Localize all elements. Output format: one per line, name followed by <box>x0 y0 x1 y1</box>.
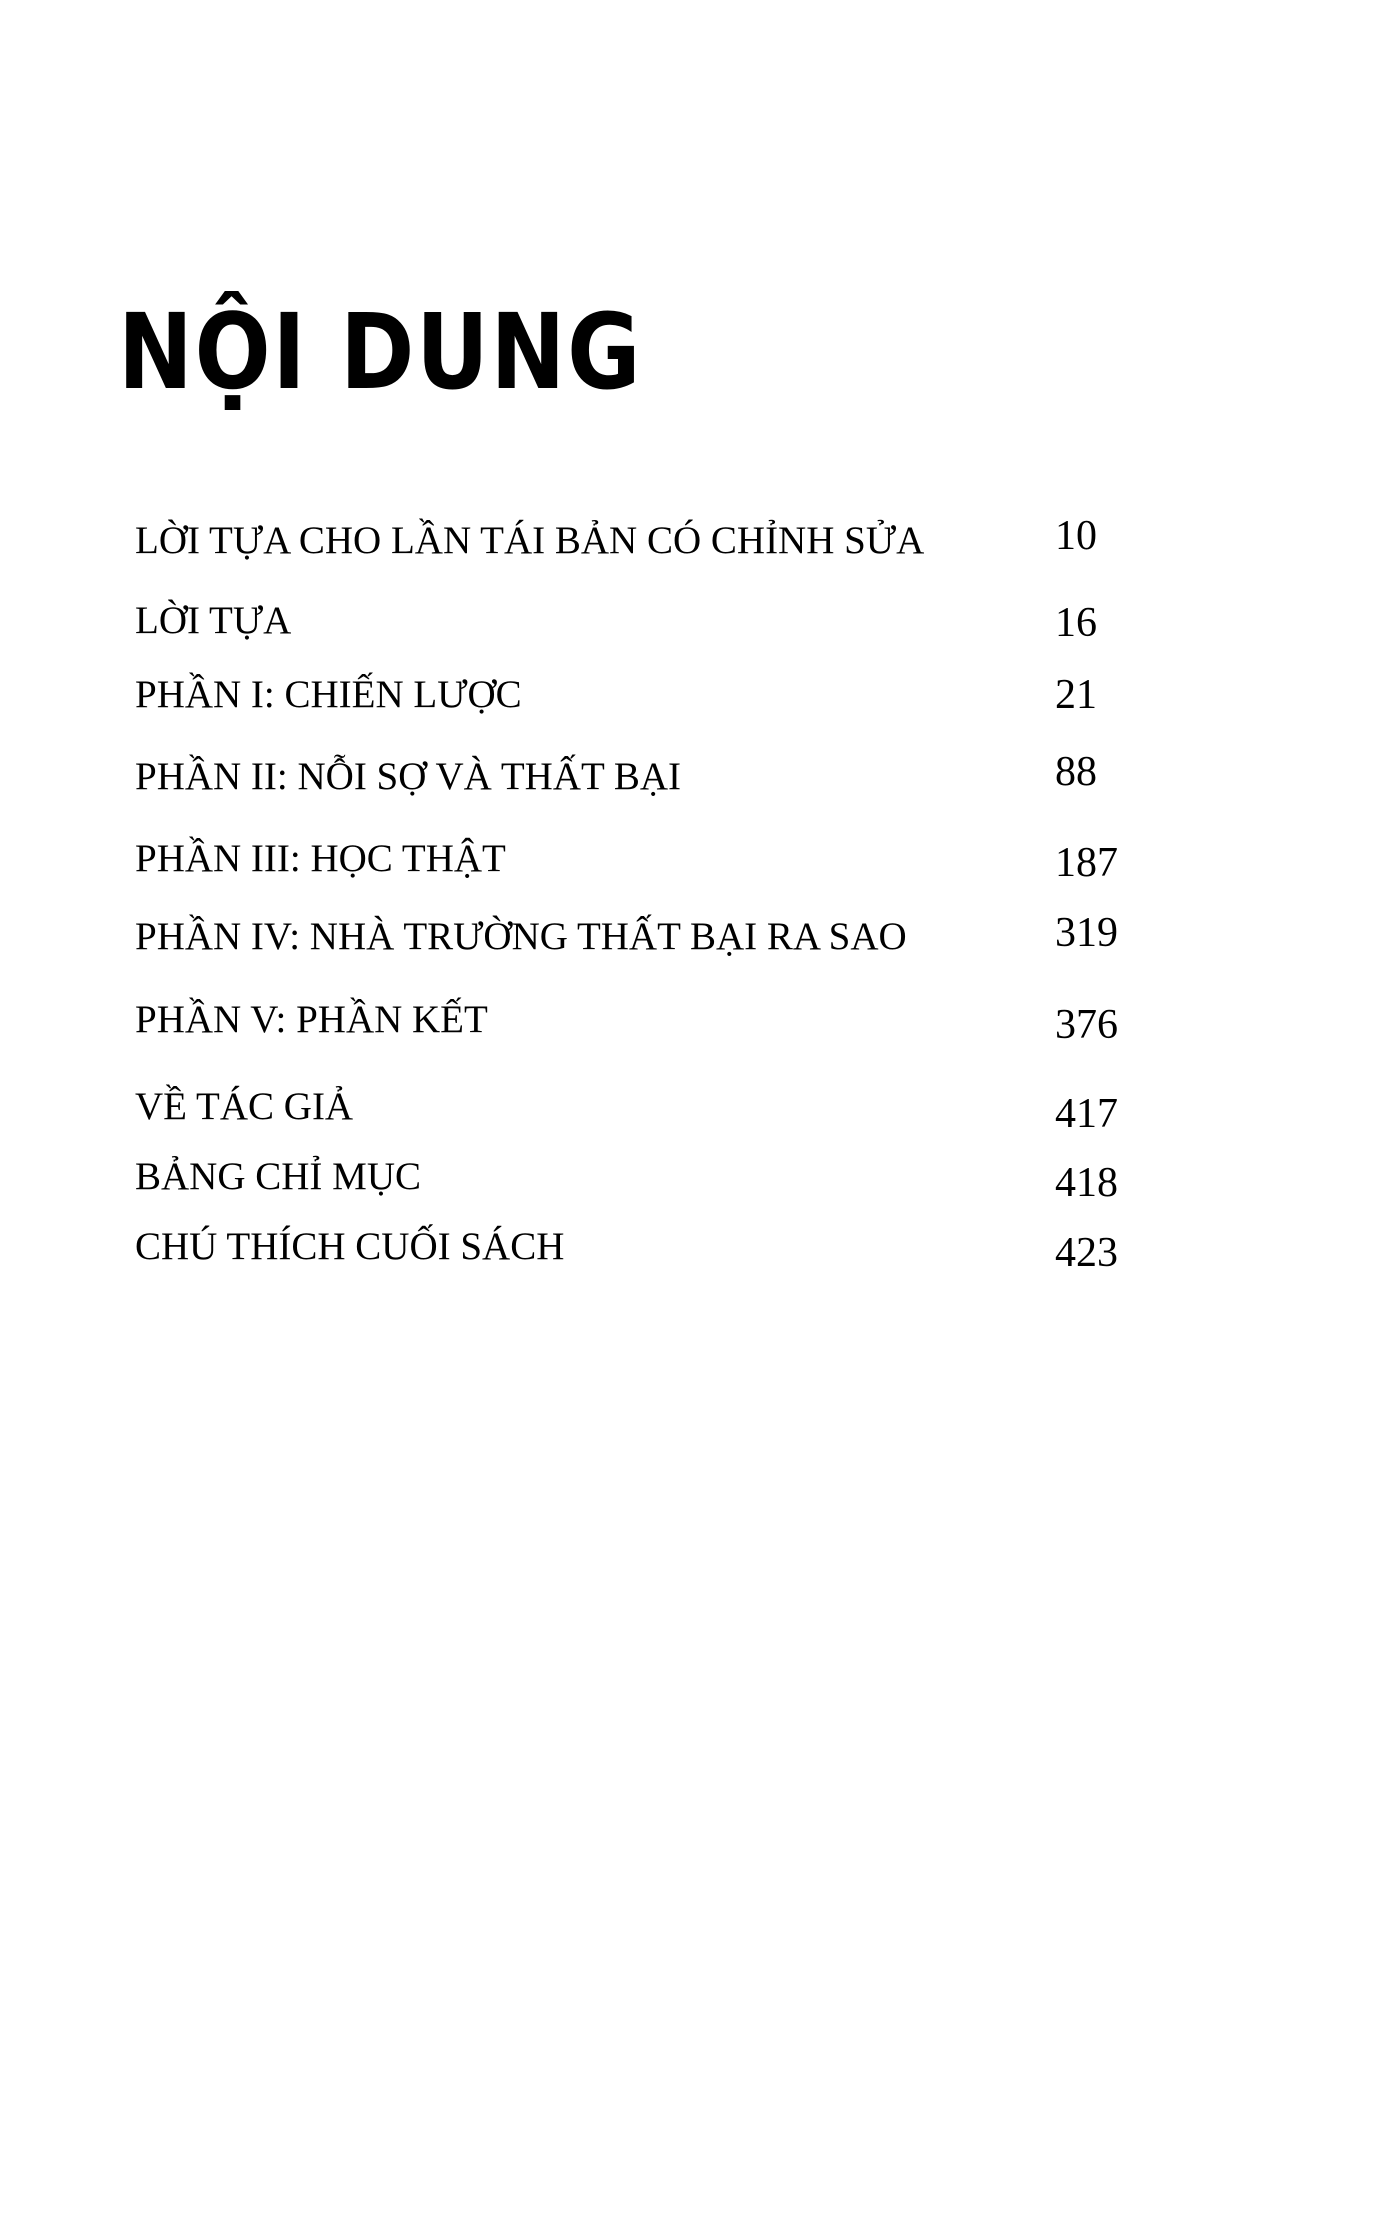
toc-entry-page-number: 88 <box>1055 749 1097 795</box>
toc-entry <box>0 995 1392 1048</box>
toc-entry <box>0 1152 1392 1206</box>
toc-entry-title: BẢNG CHỈ MỤC <box>135 1155 422 1198</box>
toc-entry-page-number: 10 <box>1055 513 1097 559</box>
toc-entry-page-number: 417 <box>1055 1091 1118 1137</box>
toc-entry <box>0 596 1392 646</box>
toc-entry-page-number: 21 <box>1055 672 1097 718</box>
toc-entry-page-number: 423 <box>1055 1230 1118 1276</box>
toc-entry-title: PHẦN II: NỖI SỢ VÀ THẤT BẠI <box>135 755 682 798</box>
toc-entry-page-number: 376 <box>1055 1002 1118 1048</box>
toc-entry-title: CHÚ THÍCH CUỐI SÁCH <box>135 1225 565 1268</box>
page-title: NỘI DUNG <box>118 291 643 413</box>
toc-entry <box>0 912 1392 962</box>
toc-entry <box>0 749 1392 802</box>
toc-entry <box>0 834 1392 884</box>
toc-entry-title: PHẦN V: PHẦN KẾT <box>135 998 488 1041</box>
toc-entry-title: LỜI TỰA CHO LẦN TÁI BẢN CÓ CHỈNH SỬA <box>135 519 925 562</box>
toc-entry-title: PHẦN I: CHIẾN LƯỢC <box>135 673 522 716</box>
toc-entry-page-number: 16 <box>1055 600 1097 646</box>
toc-entry <box>0 670 1392 720</box>
toc-entry-page-number: 418 <box>1055 1160 1118 1206</box>
toc-entry-title: PHẦN IV: NHÀ TRƯỜNG THẤT BẠI RA SAO <box>135 915 907 958</box>
toc-entry <box>0 1082 1392 1137</box>
toc-entry <box>0 1222 1392 1276</box>
toc-entry-title: LỜI TỰA <box>135 599 292 642</box>
toc-entry <box>0 513 1392 566</box>
toc-entry-page-number: 187 <box>1055 840 1118 886</box>
toc-entry-title: VỀ TÁC GIẢ <box>135 1085 354 1128</box>
toc-entry-title: PHẦN III: HỌC THẬT <box>135 837 506 880</box>
toc-entry-page-number: 319 <box>1055 910 1118 956</box>
